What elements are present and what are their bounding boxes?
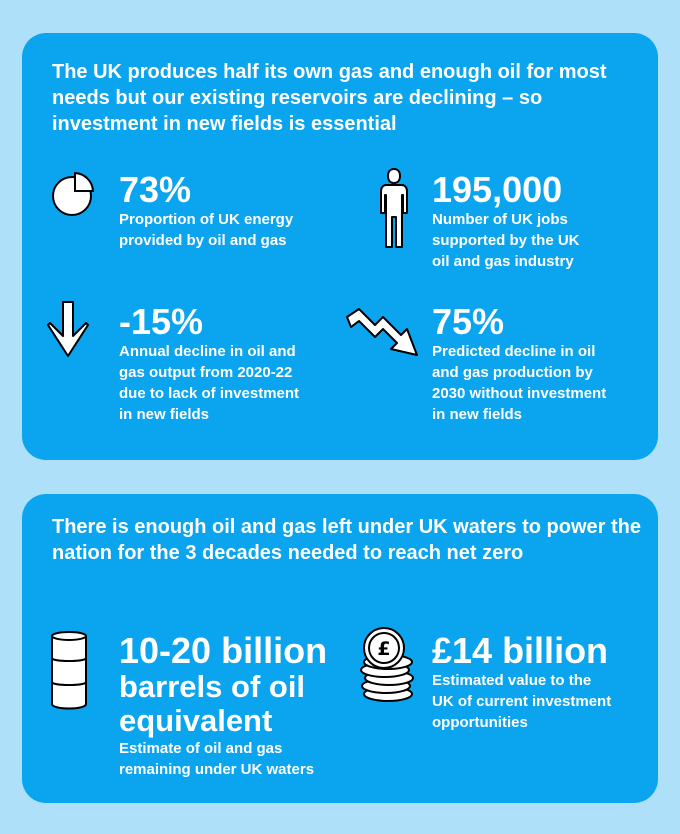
stat-value: -15%	[119, 301, 204, 342]
desc-line: Proportion of UK energy	[119, 211, 294, 228]
oil-barrel-icon	[48, 628, 90, 712]
desc-line: gas output from 2020-22	[119, 364, 293, 381]
desc-line: Estimated value to the	[432, 672, 592, 689]
stat-description	[432, 341, 606, 425]
stat-value-line: equivalent	[119, 703, 273, 738]
svg-text:£: £	[377, 638, 391, 660]
stats-panel-reserves	[22, 494, 658, 803]
stat-value: £14 billion	[432, 630, 609, 671]
desc-line: provided by oil and gas	[119, 232, 287, 249]
coin-stack-icon	[358, 626, 416, 704]
desc-line: Predicted decline in oil	[432, 343, 596, 360]
section-heading: The UK produces half its own gas and enough oil for most needs but our existing reservoirs are declining – so investment in new fields is essential	[52, 61, 607, 135]
stats-panel-production	[22, 33, 658, 460]
stat-investment-value	[432, 632, 611, 733]
section-heading: There is enough oil and gas left under UK waters to power the nation for the 3 decades needed to reach net zero	[52, 516, 641, 564]
desc-line: remaining under UK waters	[119, 761, 315, 778]
desc-line: due to lack of investment	[119, 385, 300, 402]
stat-reserves	[119, 632, 327, 780]
desc-line: opportunities	[432, 714, 528, 731]
zigzag-arrow-icon	[345, 305, 421, 357]
desc-line: UK of current investment	[432, 693, 612, 710]
stat-description	[432, 670, 611, 733]
stat-description	[119, 341, 299, 425]
stat-description	[119, 738, 327, 780]
stat-value: 75%	[432, 301, 505, 342]
stat-description	[432, 209, 580, 272]
desc-line: in new fields	[119, 406, 210, 423]
stat-predicted-decline	[432, 303, 606, 425]
stat-value-line: barrels of oil	[119, 669, 306, 704]
person-icon	[379, 167, 409, 249]
desc-line: and gas production by	[432, 364, 593, 381]
stat-energy-share	[119, 171, 293, 251]
stat-value: 73%	[119, 169, 192, 210]
desc-line: 2030 without investment	[432, 385, 607, 402]
desc-line: in new fields	[432, 406, 523, 423]
desc-line: Estimate of oil and gas	[119, 740, 283, 757]
pie-chart-icon	[48, 171, 96, 217]
desc-line: Annual decline in oil and	[119, 343, 296, 360]
desc-line: oil and gas industry	[432, 253, 574, 270]
down-arrow-icon	[46, 300, 90, 358]
desc-line: Number of UK jobs	[432, 211, 568, 228]
stat-jobs	[432, 171, 580, 272]
stat-description	[119, 209, 293, 251]
stat-value: 195,000	[432, 169, 563, 210]
desc-line: supported by the UK	[432, 232, 580, 249]
stat-annual-decline	[119, 303, 299, 425]
stat-value: 10-20 billion	[119, 630, 328, 671]
